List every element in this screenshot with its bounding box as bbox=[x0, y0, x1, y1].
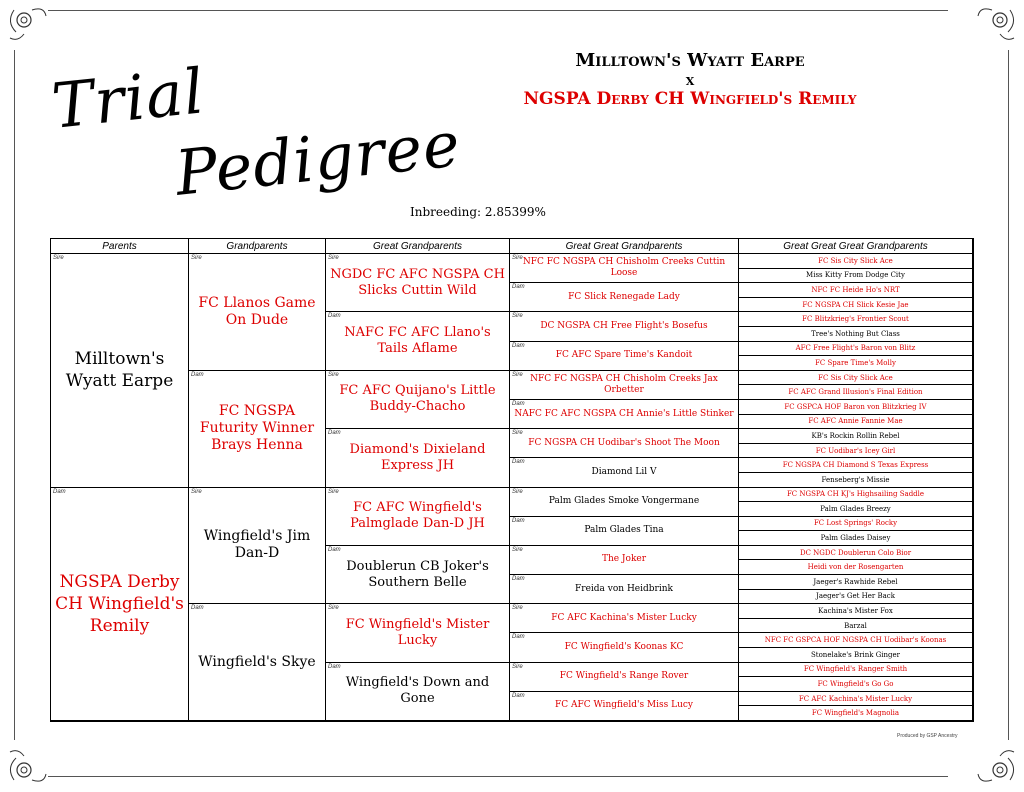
dog-name: Palm Glades Breezy bbox=[820, 504, 891, 513]
sex-tag: Sire bbox=[512, 605, 523, 612]
dog-name: FC AFC Wingfield's Palmglade Dan-D JH bbox=[350, 500, 485, 532]
gg-grandparent-cell bbox=[510, 488, 739, 517]
title-trial: Trial bbox=[48, 54, 209, 143]
dog-name: FC AFC Spare Time's Kandoit bbox=[555, 350, 693, 361]
bottom-border bbox=[48, 776, 948, 777]
dog-name: AFC Free Flight's Baron von Blitz bbox=[795, 344, 916, 353]
gg-grandparent-cell bbox=[510, 692, 739, 721]
dog-name: Palm Glades Smoke Vongermane bbox=[548, 496, 700, 507]
dog-name: Jaeger's Get Her Back bbox=[816, 592, 895, 601]
ggg-grandparent-cell bbox=[739, 604, 973, 619]
ggg-grandparent-cell bbox=[739, 429, 973, 444]
dog-name: Fenseberg's Missie bbox=[821, 475, 890, 484]
grandparent-cell bbox=[189, 254, 326, 371]
gg-grandparent-cell bbox=[510, 604, 739, 633]
ggg-grandparent-cell bbox=[739, 415, 973, 430]
dog-name: Doublerun CB Joker's Southern Belle bbox=[346, 558, 489, 590]
dog-name: NAFC FC AFC NGSPA CH Annie's Little Stinker bbox=[514, 408, 734, 419]
sex-tag: Dam bbox=[191, 605, 204, 612]
ggg-grandparent-cell bbox=[739, 692, 973, 707]
sire-heading: Milltown's Wyatt Earpe bbox=[575, 50, 805, 71]
dog-name: Palm Glades Tina bbox=[584, 525, 664, 536]
dog-name: FC AFC Kachina's Mister Lucky bbox=[798, 694, 913, 703]
ggg-grandparent-cell bbox=[739, 458, 973, 473]
dog-name: NGDC FC AFC NGSPA CH Slicks Cuttin Wild bbox=[330, 266, 505, 298]
great-grandparent-cell bbox=[326, 488, 510, 546]
dog-name: FC Uodibar's Icey Girl bbox=[815, 446, 896, 455]
dog-name: Tree's Nothing But Class bbox=[811, 329, 900, 338]
gg-grandparent-cell bbox=[510, 429, 739, 458]
gg-grandparent-cell bbox=[510, 312, 739, 341]
gg-grandparent-cell bbox=[510, 283, 739, 312]
dog-name: NFC FC Heide Ho's NRT bbox=[811, 285, 900, 294]
dog-name: FC Llanos Game On Dude bbox=[198, 294, 316, 328]
column-header: Parents bbox=[51, 239, 189, 254]
dog-name: Stonelake's Brink Ginger bbox=[810, 650, 901, 659]
dog-name: FC Sis City Slick Ace bbox=[818, 373, 893, 382]
ggg-grandparent-cell bbox=[739, 342, 973, 357]
sex-tag: Dam bbox=[512, 400, 525, 407]
column-header: Great Great Grandparents bbox=[510, 239, 739, 254]
dog-name: FC Slick Renegade Lady bbox=[568, 291, 680, 302]
ggg-grandparent-cell bbox=[739, 283, 973, 298]
sex-tag: Sire bbox=[512, 488, 523, 495]
dog-name: FC NGSPA CH KJ's Highsailing Saddle bbox=[786, 490, 925, 499]
ggg-grandparent-cell bbox=[739, 648, 973, 663]
grandparent-cell bbox=[189, 604, 326, 721]
dog-name: The Joker bbox=[601, 554, 647, 565]
dog-name: Jaeger's Rawhide Rebel bbox=[813, 577, 898, 586]
dog-name: FC Wingfield's Range Rover bbox=[559, 671, 689, 682]
grandparent-cell bbox=[189, 371, 326, 488]
sex-tag: Dam bbox=[512, 284, 525, 291]
sex-tag: Sire bbox=[191, 488, 202, 495]
sex-tag: Dam bbox=[512, 342, 525, 349]
dog-name: FC AFC Wingfield's Miss Lucy bbox=[554, 700, 694, 711]
gg-grandparent-cell bbox=[510, 633, 739, 662]
title-pedigree: Pedigree bbox=[171, 107, 464, 210]
sex-tag: Dam bbox=[191, 371, 204, 378]
ggg-grandparent-cell bbox=[739, 560, 973, 575]
ggg-grandparent-cell bbox=[739, 269, 973, 284]
great-grandparent-cell bbox=[326, 371, 510, 429]
sex-tag: Dam bbox=[328, 313, 341, 320]
ggg-grandparent-cell bbox=[739, 327, 973, 342]
ggg-grandparent-cell bbox=[739, 312, 973, 327]
right-border bbox=[1008, 50, 1009, 740]
sex-tag: Sire bbox=[512, 371, 523, 378]
ggg-grandparent-cell bbox=[739, 517, 973, 532]
ggg-grandparent-cell bbox=[739, 633, 973, 648]
ggg-grandparent-cell bbox=[739, 298, 973, 313]
ggg-grandparent-cell bbox=[739, 531, 973, 546]
dog-name: Freida von Heidbrink bbox=[575, 583, 673, 594]
ggg-grandparent-cell bbox=[739, 356, 973, 371]
dog-name: FC AFC Kachina's Mister Lucky bbox=[551, 612, 697, 623]
column-header: Grandparents bbox=[189, 239, 326, 254]
sex-tag: Dam bbox=[328, 663, 341, 670]
dog-name: FC Blitzkrieg's Frontier Scout bbox=[802, 315, 909, 324]
sex-tag: Dam bbox=[512, 634, 525, 641]
sex-tag: Sire bbox=[328, 371, 339, 378]
dog-name: Wingfield's Jim Dan-D bbox=[203, 528, 311, 562]
dog-name: FC Wingfield's Ranger Smith bbox=[803, 665, 908, 674]
sex-tag: Sire bbox=[328, 605, 339, 612]
dog-name: FC Wingfield's Mister Lucky bbox=[345, 616, 490, 648]
sex-tag: Sire bbox=[191, 255, 202, 261]
gg-grandparent-cell bbox=[510, 663, 739, 692]
ggg-grandparent-cell bbox=[739, 473, 973, 488]
ggg-grandparent-cell bbox=[739, 502, 973, 517]
dog-name: FC Wingfield's Koonas KC bbox=[564, 642, 684, 653]
sex-tag: Dam bbox=[53, 488, 66, 495]
gg-grandparent-cell bbox=[510, 575, 739, 604]
sex-tag: Sire bbox=[328, 255, 339, 261]
dog-name: FC NGSPA CH Diamond S Texas Express bbox=[782, 461, 929, 470]
sex-tag: Dam bbox=[512, 692, 525, 699]
dog-name: Palm Glades Daisey bbox=[820, 534, 891, 543]
sex-tag: Sire bbox=[53, 255, 64, 261]
great-grandparent-cell bbox=[326, 546, 510, 604]
great-grandparent-cell bbox=[326, 254, 510, 312]
dog-name: NFC FC NGSPA CH Chisholm Creeks Cuttin Loose bbox=[522, 257, 726, 279]
dog-name: Kachina's Mister Fox bbox=[818, 607, 893, 616]
sex-tag: Dam bbox=[512, 459, 525, 466]
inbreeding-value: Inbreeding: 2.85399% bbox=[410, 205, 546, 219]
dog-name: FC Sis City Slick Ace bbox=[818, 256, 893, 265]
great-grandparent-cell bbox=[326, 604, 510, 662]
sex-tag: Sire bbox=[512, 313, 523, 320]
gg-grandparent-cell bbox=[510, 254, 739, 283]
ggg-grandparent-cell bbox=[739, 400, 973, 415]
dog-name: Diamond's Dixieland Express JH bbox=[349, 441, 486, 473]
column-header: Great Great Great Grandparents bbox=[739, 239, 973, 254]
dog-name: FC GSPCA HOF Baron von Blitzkrieg IV bbox=[784, 402, 927, 411]
dog-name: FC NGSPA CH Uodibar's Shoot The Moon bbox=[528, 437, 720, 448]
corner-ornament-icon bbox=[976, 744, 1020, 788]
dog-name: Wingfield's Skye bbox=[198, 653, 316, 670]
gg-grandparent-cell bbox=[510, 371, 739, 400]
ggg-grandparent-cell bbox=[739, 546, 973, 561]
dog-name: NAFC FC AFC Llano's Tails Aflame bbox=[344, 325, 491, 357]
sex-tag: Sire bbox=[512, 663, 523, 670]
sex-tag: Dam bbox=[512, 517, 525, 524]
pedigree-table bbox=[50, 238, 974, 722]
great-grandparent-cell bbox=[326, 429, 510, 487]
dog-name: Heidi von der Rosengarten bbox=[807, 563, 904, 572]
ggg-grandparent-cell bbox=[739, 371, 973, 386]
dog-name: DC NGSPA CH Free Flight's Bosefus bbox=[540, 320, 708, 331]
dog-name: NFC FC GSPCA HOF NGSPA CH Uodibar's Koonas bbox=[764, 636, 947, 645]
ggg-grandparent-cell bbox=[739, 385, 973, 400]
top-border bbox=[48, 10, 948, 11]
dog-name: FC Lost Springs' Rocky bbox=[813, 519, 898, 528]
dog-name: Milltown's Wyatt Earpe bbox=[65, 349, 174, 392]
ggg-grandparent-cell bbox=[739, 488, 973, 503]
dog-name: DC NGDC Doublerun Colo Bior bbox=[799, 548, 912, 557]
sex-tag: Dam bbox=[328, 546, 341, 553]
ggg-grandparent-cell bbox=[739, 619, 973, 634]
corner-ornament-icon bbox=[976, 2, 1020, 46]
dog-name: Wingfield's Down and Gone bbox=[345, 675, 490, 707]
left-border bbox=[14, 50, 15, 740]
dog-name: FC Wingfield's Go Go bbox=[817, 680, 894, 689]
grandparent-cell bbox=[189, 488, 326, 605]
ggg-grandparent-cell bbox=[739, 706, 973, 721]
corner-ornament-icon bbox=[4, 2, 48, 46]
dog-name: NFC FC NGSPA CH Chisholm Creeks Jax Orbetter bbox=[530, 373, 718, 395]
dog-name: KB's Rockin Rollin Rebel bbox=[811, 431, 900, 440]
parent-cell bbox=[51, 488, 189, 722]
ggg-grandparent-cell bbox=[739, 254, 973, 269]
dog-name: FC AFC Quijano's Little Buddy-Chacho bbox=[339, 383, 496, 415]
gg-grandparent-cell bbox=[510, 400, 739, 429]
dog-name: FC AFC Grand Illusion's Final Edition bbox=[788, 388, 923, 397]
sex-tag: Sire bbox=[512, 255, 523, 261]
corner-ornament-icon bbox=[4, 744, 48, 788]
cross-heading: x bbox=[685, 70, 695, 89]
great-grandparent-cell bbox=[326, 663, 510, 721]
gg-grandparent-cell bbox=[510, 342, 739, 371]
gg-grandparent-cell bbox=[510, 517, 739, 546]
produced-by: Produced by GSP Ancestry bbox=[897, 733, 958, 739]
ggg-grandparent-cell bbox=[739, 677, 973, 692]
dog-name: FC Spare Time's Molly bbox=[815, 358, 896, 367]
sex-tag: Sire bbox=[512, 546, 523, 553]
dog-name: NGSPA Derby CH Wingfield's Remily bbox=[55, 571, 184, 636]
gg-grandparent-cell bbox=[510, 458, 739, 487]
dog-name: FC Wingfield's Magnolia bbox=[811, 709, 900, 718]
ggg-grandparent-cell bbox=[739, 575, 973, 590]
great-grandparent-cell bbox=[326, 312, 510, 370]
ggg-grandparent-cell bbox=[739, 444, 973, 459]
dog-name: FC AFC Annie Fannie Mae bbox=[808, 417, 903, 426]
dog-name: Diamond Lil V bbox=[591, 466, 657, 477]
dog-name: FC NGSPA CH Slick Kesie Jae bbox=[802, 300, 909, 309]
ggg-grandparent-cell bbox=[739, 663, 973, 678]
sex-tag: Sire bbox=[328, 488, 339, 495]
sex-tag: Dam bbox=[328, 430, 341, 437]
column-header: Great Grandparents bbox=[326, 239, 510, 254]
parent-cell bbox=[51, 254, 189, 488]
sex-tag: Sire bbox=[512, 430, 523, 437]
gg-grandparent-cell bbox=[510, 546, 739, 575]
ggg-grandparent-cell bbox=[739, 590, 973, 605]
dog-name: Barzal bbox=[844, 621, 867, 630]
dog-name: Miss Kitty From Dodge City bbox=[806, 271, 905, 280]
dog-name: FC NGSPA Futurity Winner Brays Henna bbox=[199, 403, 315, 454]
dam-heading: NGSPA Derby CH Wingfield's Remily bbox=[523, 89, 857, 109]
sex-tag: Dam bbox=[512, 576, 525, 583]
